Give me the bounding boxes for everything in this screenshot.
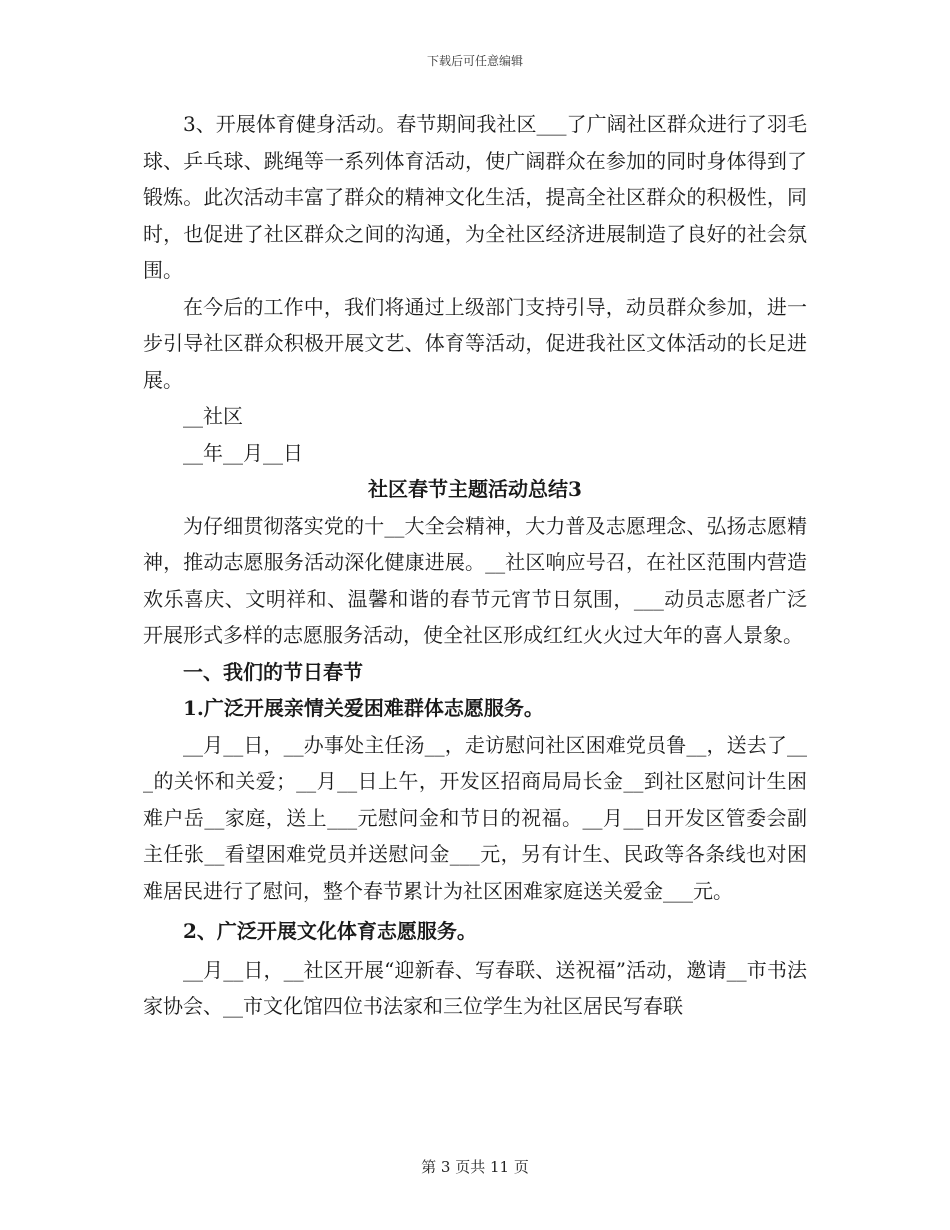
heading-care-service: 1.广泛开展亲情关爱困难群体志愿服务。	[183, 696, 544, 720]
paragraph-sports-activities: 3、开展体育健身活动。春节期间我社区___了广阔社区群众进行了羽毛球、乒乓球、跳绳等一系列体育活动，使广阔群众在参加的同时身体得到了锻炼。此次活动丰富了群众的精神文化生活，提高全社区群众的积极性，同时，也促进了社区群众之间的沟通，为全社区经济进展制造了良好的社会氛围。	[143, 112, 807, 282]
heading-our-festival: 一、我们的节日春节	[183, 659, 363, 684]
paragraph-care-visits: __月__日，__办事处主任汤__，走访慰问社区困难党员鲁__，送去了___的关怀和关爱；__月__日上午，开发区招商局局长金__到社区慰问计生困难户岳__家庭，送上___元慰问金和节日的祝福。__月__日开发区管委会副主任张__看望困难党员并送慰问金___元，另有计生、民政等各条线也对困难居民进行了慰问，整个春节累计为社区困难家庭送关爱金___元。	[143, 732, 807, 903]
paragraph-future-work: 在今后的工作中，我们将通过上级部门支持引导，动员群众参加，进一步引导社区群众积极开展文艺、体育等活动，促进我社区文体活动的长足进展。	[143, 294, 807, 392]
signature-community: __社区	[183, 404, 243, 428]
paragraph-couplets-event: __月__日，__社区开展“迎新春、写春联、送祝福”活动，邀请__市书法家协会、__市文化馆四位书法家和三位学生为社区居民写春联	[143, 957, 807, 1018]
page-number: 第 3 页共 11 页	[421, 1158, 529, 1176]
document-body	[143, 106, 807, 1025]
heading-culture-sports-service: 2、广泛开展文化体育志愿服务。	[183, 919, 477, 943]
paragraph-intro: 为仔细贯彻落实党的十__大全会精神，大力普及志愿理念、弘扬志愿精神，推动志愿服务活动深化健康进展。__社区响应号召，在社区范围内营造欢乐喜庆、文明祥和、温馨和谐的春节元宵节日氛围，___动员志愿者广泛开展形式多样的志愿服务活动，使全社区形成红红火火过大年的喜人景象。	[143, 513, 807, 647]
page-header-note: 下载后可任意编辑	[426, 54, 523, 68]
section-title: 社区春节主题活动总结3	[368, 477, 582, 501]
signature-date: __年__月__日	[183, 440, 303, 465]
